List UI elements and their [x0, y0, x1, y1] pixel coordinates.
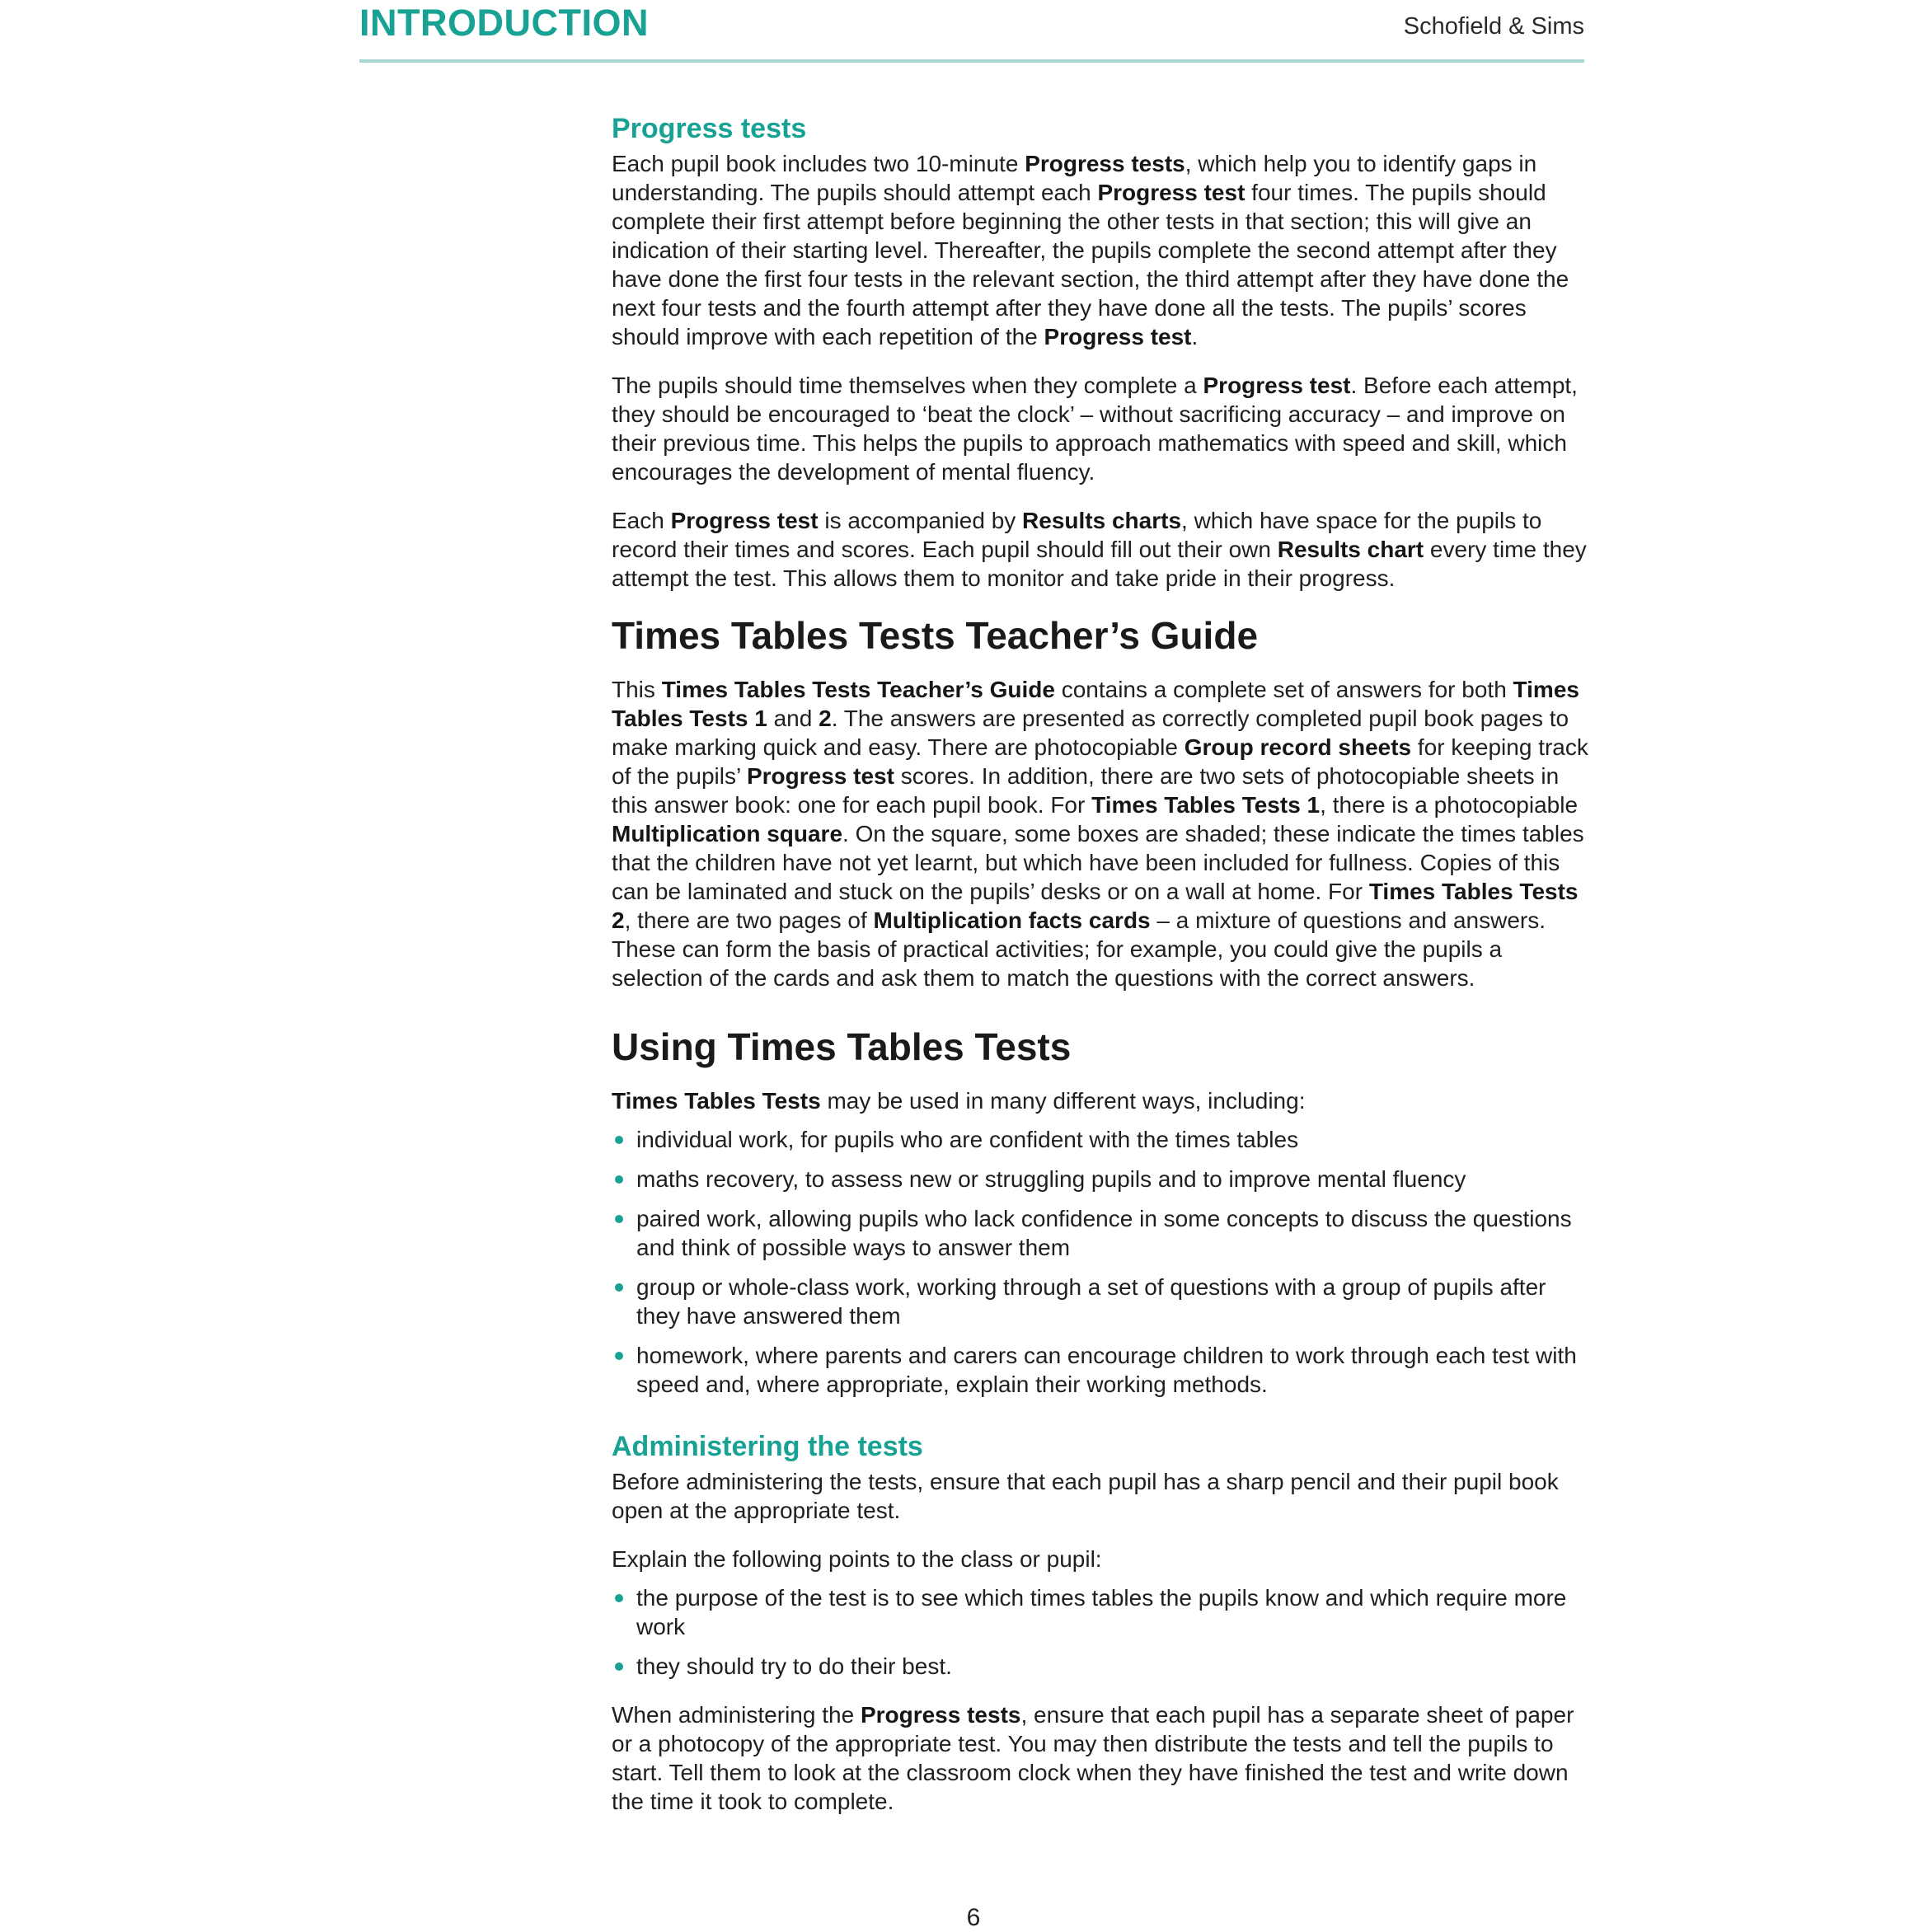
bullet-icon — [615, 1662, 623, 1671]
text-run: every time they attempt the test. This allows them to monitor and take pride in their progress. — [612, 537, 1587, 591]
heading-teachers-guide: Times Tables Tests Teacher’s Guide — [612, 614, 1259, 657]
bullet-icon — [615, 1352, 623, 1360]
list-item: homework, where parents and carers can encourage children to work through each test with speed and, where appropriate, explain their working methods. — [612, 1341, 1589, 1399]
text-run: , which help you to identify gaps in understanding. The pupils should attempt each — [612, 151, 1537, 205]
bold-term: Progress test — [670, 508, 819, 533]
text-run: . Before each attempt, they should be encouraged to ‘beat the clock’ – without sacrificing accuracy – and improve on their previous time. This helps the pupils to approach mathematics with speed and skill, which encourages the development of mental fluency. — [612, 373, 1578, 485]
bullet-icon — [615, 1283, 623, 1292]
text-run: , ensure that each pupil has a separate sheet of paper or a photocopy of the appropriate test. You may then distribute the tests and tell the pupils to start. Tell them to look at the classroom clock when they have finished the test and write down the time it took to complete. — [612, 1702, 1574, 1814]
bold-term: Multiplication facts cards — [873, 907, 1151, 933]
list-item: individual work, for pupils who are confident with the times tables — [612, 1125, 1589, 1154]
page-number: 6 — [966, 1904, 981, 1931]
text-run: four times. The pupils should complete their first attempt before beginning the other tests in that section; this will give an indication of their starting level. Thereafter, the pupils complete the second attempt after they have done the first four tests in the relevant section, the third attempt after they have done the next four tests and the fourth attempt after they have done all the tests. The pupils’ scores should improve with each repetition of the — [612, 180, 1569, 349]
paragraph — [612, 506, 1589, 593]
bold-term: Multiplication square — [612, 821, 843, 846]
heading-administering: Administering the tests — [612, 1431, 923, 1462]
text-run: may be used in many different ways, including: — [820, 1088, 1306, 1114]
paragraph — [612, 1700, 1589, 1816]
bold-term: Times Tables Tests — [612, 1088, 821, 1114]
text-run: . The answers are presented as correctly completed pupil book pages to make marking quick and easy. There are photocopiable — [612, 706, 1569, 760]
bold-term: Progress test — [1203, 373, 1351, 398]
bold-term: Group record sheets — [1184, 734, 1412, 760]
paragraph: Before administering the tests, ensure that each pupil has a sharp pencil and their pupil book open at the appropriate test. — [612, 1469, 1559, 1523]
bold-term: Times Tables Tests Teacher’s Guide — [661, 677, 1055, 702]
text-run: , which have space for the pupils to record their times and scores. Each pupil should fill out their own — [612, 508, 1542, 562]
text-run: and — [767, 706, 819, 731]
text-run: Each — [612, 508, 671, 533]
bold-term: Results charts — [1022, 508, 1182, 533]
header-divider — [359, 59, 1584, 63]
text-run: When administering the — [612, 1702, 861, 1728]
list-item: they should try to do their best. — [612, 1652, 1589, 1681]
page-content — [612, 112, 1589, 1836]
page-section-title: INTRODUCTION — [359, 2, 649, 44]
bold-term: Times Tables Tests 2 — [612, 879, 1579, 933]
usage-list — [612, 1125, 1589, 1399]
text-run: This — [612, 677, 662, 702]
text-run: – a mixture of questions and answers. These can form the basis of practical activities; for example, you could give the pupils a selection of the cards and ask them to match the questions with the correct answers. — [612, 907, 1546, 991]
list-item: group or whole-class work, working through a set of questions with a group of pupils after they have answered them — [612, 1273, 1589, 1330]
bold-term: Progress test — [1044, 324, 1192, 349]
text-run: for keeping track of the pupils’ — [612, 734, 1588, 789]
text-run: . On the square, some boxes are shaded; these indicate the times tables that the children have not yet learnt, but which have been included for fullness. Copies of this can be laminated and stuck on the pupils’ desks or on a wall at home. For — [612, 821, 1584, 904]
text-run: . — [1191, 324, 1199, 349]
paragraph — [612, 371, 1589, 486]
bold-term: Times Tables Tests 1 — [612, 677, 1579, 731]
bullet-icon — [615, 1175, 623, 1184]
paragraph — [612, 675, 1589, 992]
text-run: contains a complete set of answers for both — [1054, 677, 1513, 702]
text-run: is accompanied by — [818, 508, 1023, 533]
bold-term: Progress test — [746, 763, 894, 789]
points-list — [612, 1583, 1589, 1681]
publisher-name: Schofield & Sims — [1403, 13, 1584, 40]
list-item: maths recovery, to assess new or struggling pupils and to improve mental fluency — [612, 1165, 1589, 1193]
bold-term: Times Tables Tests 1 — [1091, 792, 1321, 818]
heading-progress-tests: Progress tests — [612, 113, 807, 144]
text-run: The pupils should time themselves when they complete a — [612, 373, 1203, 398]
list-item: paired work, allowing pupils who lack confidence in some concepts to discuss the questions and think of possible ways to answer them — [612, 1204, 1589, 1262]
text-run: Each pupil book includes two 10-minute — [612, 151, 1025, 176]
bold-term: Results chart — [1277, 537, 1424, 562]
text-run: , there are two pages of — [624, 907, 874, 933]
paragraph: Explain the following points to the class or pupil: — [612, 1546, 1102, 1572]
text-run: , there is a photocopiable — [1320, 792, 1579, 818]
bullet-icon — [615, 1136, 623, 1144]
bold-term: 2 — [819, 706, 832, 731]
bullet-icon — [615, 1215, 623, 1223]
heading-using-tests: Using Times Tables Tests — [612, 1025, 1072, 1068]
paragraph — [612, 149, 1589, 351]
list-item: the purpose of the test is to see which times tables the pupils know and which require more work — [612, 1583, 1589, 1641]
paragraph — [612, 1086, 1589, 1115]
bold-term: Progress test — [1097, 180, 1246, 205]
text-run: scores. In addition, there are two sets of photocopiable sheets in this answer book: one for each pupil book. For — [612, 763, 1560, 818]
bold-term: Progress tests — [1025, 151, 1185, 176]
bullet-icon — [615, 1594, 623, 1602]
bold-term: Progress tests — [860, 1702, 1021, 1728]
